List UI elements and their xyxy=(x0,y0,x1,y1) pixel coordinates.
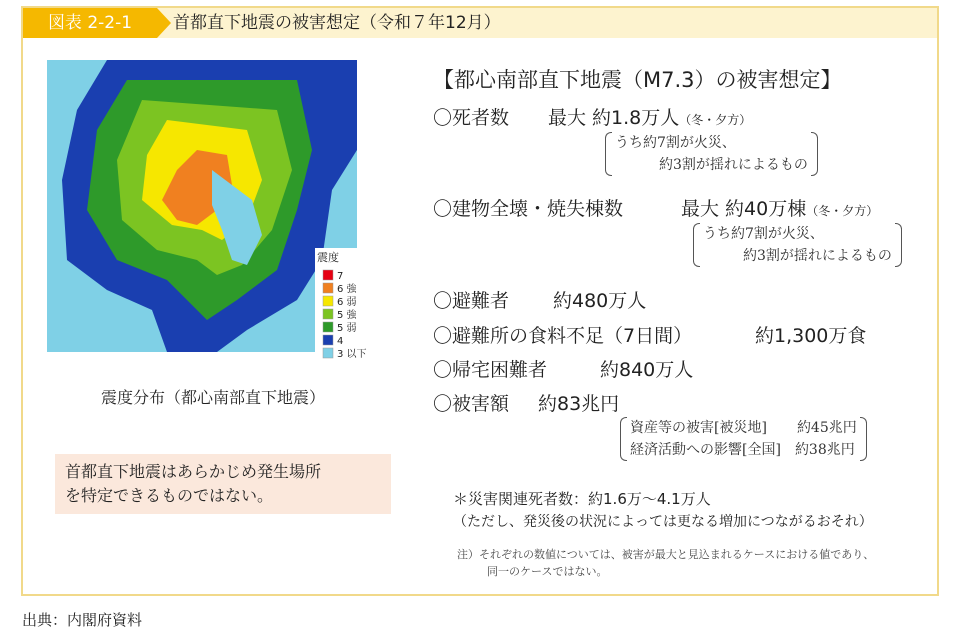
legend-label: 4 xyxy=(337,336,344,347)
footnote: 注）それぞれの数値については、被害が最大と見込まれるケースにおける値であり、 同一のケースではない。 xyxy=(457,548,875,578)
related-deaths-note: （ただし、発災後の状況によっては更なる増加につながるおそれ） xyxy=(453,514,873,530)
damage-breakdown: 資産等の被害[被災地] 約45兆円 経済活動への影響[全国] 約38兆円 xyxy=(630,417,857,461)
buildings-breakdown: うち約7割が火災、 約3割が揺れによるもの xyxy=(703,223,892,267)
legend-label: 5 強 xyxy=(337,310,357,321)
note-line-1: 首都直下地震はあらかじめ発生場所 xyxy=(65,462,322,481)
evacuees-value: 約480万人 xyxy=(553,290,647,312)
legend-swatch xyxy=(323,348,333,358)
related-deaths: ＊災害関連死者数：約1.6万〜4.1万人 xyxy=(453,490,711,508)
food-label: 〇避難所の食料不足（7日間） xyxy=(433,325,693,347)
legend-label: 5 弱 xyxy=(337,323,357,334)
uncertainty-note xyxy=(55,454,391,514)
legend-label: 6 強 xyxy=(337,284,357,295)
figure-header xyxy=(23,8,937,38)
panel-heading: 【都心南部直下地震（M7.3）の被害想定】 xyxy=(433,68,842,92)
evacuees-label: 〇避難者 xyxy=(433,290,510,312)
damage-value: 約83兆円 xyxy=(538,393,620,415)
legend-label: 6 弱 xyxy=(337,297,357,308)
stranded-value: 約840万人 xyxy=(600,359,694,381)
source-credit: 出典：内閣府資料 xyxy=(22,611,143,629)
deaths-value: 最大 約1.8万人（冬・夕方） xyxy=(548,107,752,129)
deaths-label: 〇死者数 xyxy=(433,107,510,129)
deaths-breakdown: うち約7割が火災、 約3割が揺れによるもの xyxy=(615,132,808,176)
buildings-value: 最大 約40万棟（冬・夕方） xyxy=(681,198,879,220)
legend-title: 震度 xyxy=(317,251,339,264)
note-line-2: を特定できるものではない。 xyxy=(65,486,274,505)
buildings-label: 〇建物全壊・焼失棟数 xyxy=(433,198,624,220)
legend-label: 7 xyxy=(337,271,344,282)
legend-swatch xyxy=(323,270,333,280)
stranded-label: 〇帰宅困難者 xyxy=(433,359,548,381)
legend-swatch xyxy=(323,322,333,332)
map-caption: 震度分布（都心南部直下地震） xyxy=(100,388,325,407)
food-value: 約1,300万食 xyxy=(755,325,867,347)
legend-label: 3 以下 xyxy=(337,349,367,360)
map-legend xyxy=(315,248,367,360)
damage-label: 〇被害額 xyxy=(433,393,510,415)
legend-swatch xyxy=(323,309,333,319)
legend-swatch xyxy=(323,296,333,306)
seismic-intensity-map xyxy=(47,60,367,360)
legend-swatch xyxy=(323,283,333,293)
figure-title: 首都直下地震の被害想定（令和７年12月） xyxy=(173,13,501,33)
legend-swatch xyxy=(323,335,333,345)
figure-frame xyxy=(21,6,939,596)
figure-number: 図表 2-2-1 xyxy=(23,8,157,38)
